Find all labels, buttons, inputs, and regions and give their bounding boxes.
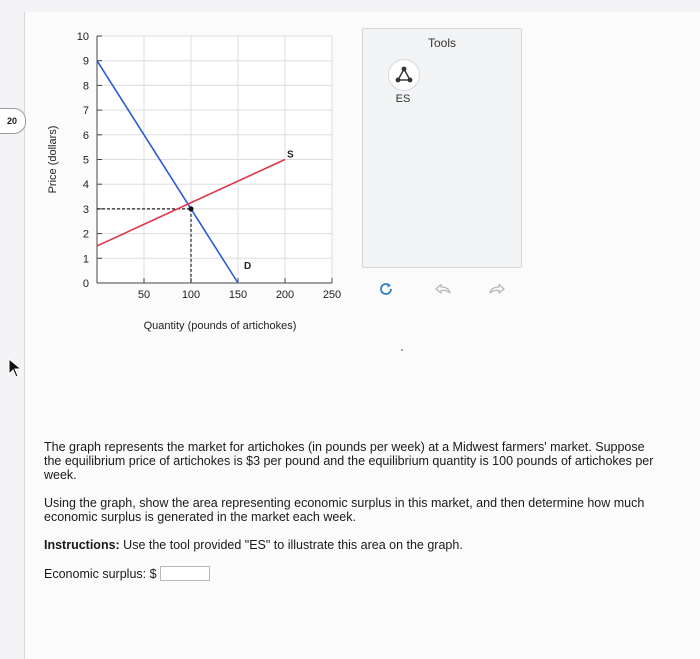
instructions [44,538,654,552]
market-chart[interactable] [0,0,360,340]
reset-button[interactable] [376,280,398,298]
stray-dot [401,349,403,351]
demand-label: D [244,261,252,272]
supply-label: S [287,149,294,161]
y-tick-label: 4 [82,179,89,192]
redo-button[interactable] [486,280,508,298]
x-tick-label: 100 [181,289,201,301]
y-axis-title: Price (dollars) [47,125,59,194]
x-tick-label: 200 [275,289,295,301]
y-tick-label: 10 [76,31,89,43]
question-number-tab[interactable]: 20 [0,108,26,134]
refresh-icon [376,280,398,298]
economic-surplus-input[interactable] [160,566,210,581]
answer-row [44,566,654,581]
redo-icon [486,280,508,298]
es-tool-button[interactable] [388,59,420,91]
y-tick-label: 7 [82,105,89,118]
triangle-points-icon [389,60,419,90]
y-tick-label: 0 [82,278,89,290]
instructions-label: Instructions: [44,538,120,552]
y-tick-label: 2 [82,228,89,241]
question-paragraph-2: Using the graph, show the area representing economic surplus in this market, and then determine how much economic surplus is generated in the market each week. [44,496,645,524]
undo-icon [432,280,454,298]
x-tick-label: 150 [228,289,248,301]
y-tick-label: 8 [82,80,89,93]
instructions-text: Use the tool provided "ES" to illustrate this area on the graph. [119,538,463,552]
x-axis-title: Quantity (pounds of artichokes) [143,320,297,332]
y-tick-label: 9 [82,55,89,68]
tools-title: Tools [427,36,456,50]
y-tick-label: 3 [82,203,89,216]
y-tick-label: 1 [82,253,89,266]
tools-panel [362,28,522,268]
x-tick-label: 250 [322,289,342,301]
equilibrium-point [189,206,194,211]
es-tool-label: ES [395,93,411,105]
y-tick-label: 5 [82,154,89,167]
economic-surplus-label: Economic surplus: $ [44,566,157,581]
question-paragraph-1: The graph represents the market for artichokes (in pounds per week) at a Midwest farmers' market. Suppose the equilibrium price of artichokes is $3 per pound and the equilibrium quantity is 100 pounds of artichokes per week. [44,440,654,482]
y-tick-label: 6 [82,129,89,142]
undo-button[interactable] [432,280,454,298]
mouse-cursor-icon [8,358,24,378]
x-tick-label: 50 [137,289,151,301]
question-text [44,440,654,581]
